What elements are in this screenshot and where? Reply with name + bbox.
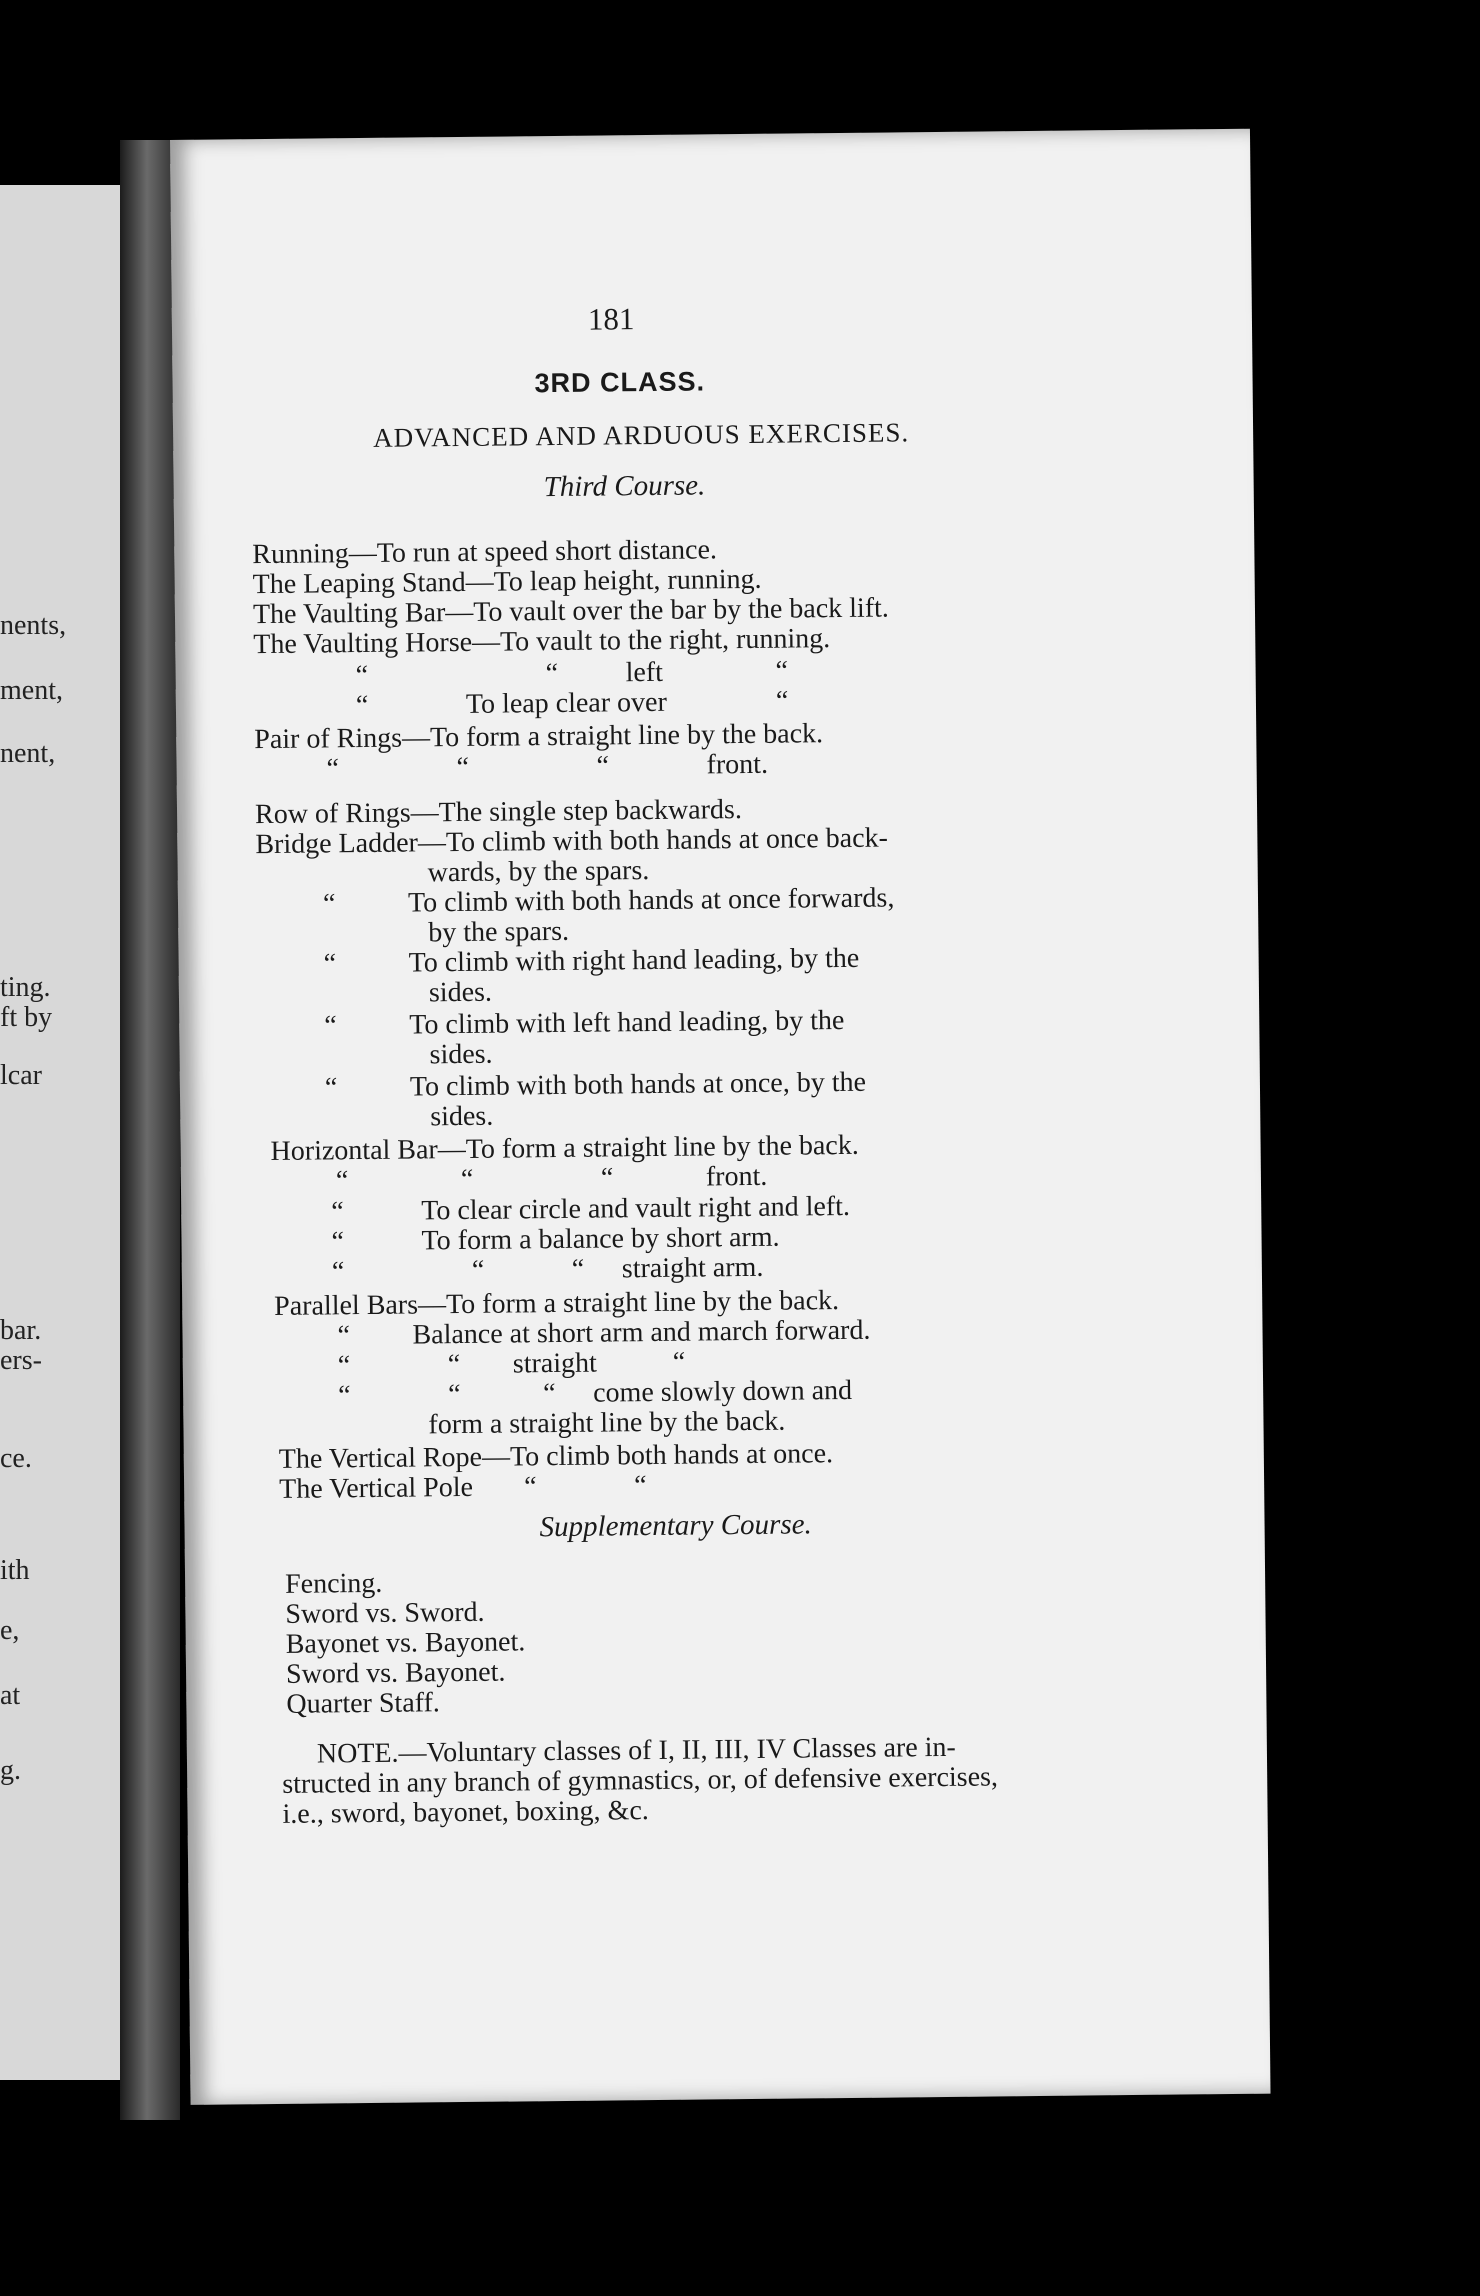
ditto-mark: “ <box>324 1010 337 1042</box>
fragment: ce. <box>0 1443 32 1474</box>
fragment: nents, <box>0 610 67 641</box>
exercise-line: The Vaulting Horse—To vault to the right, running. <box>253 623 831 661</box>
ditto-mark: “ <box>331 1226 345 1258</box>
section-heading: ADVANCED AND ARDUOUS EXERCISES. <box>372 417 910 453</box>
exercise-line: Parallel Bars—To form a straight line by the back. <box>274 1285 840 1322</box>
ditto-mark: “ <box>331 1256 345 1288</box>
fragment: at <box>0 1680 21 1711</box>
exercise-line: To form a balance by short arm. <box>421 1221 780 1257</box>
ditto-mark: “ <box>523 1471 537 1503</box>
exercise-line: To clear circle and vault right and left. <box>421 1190 851 1227</box>
ditto-mark: “ <box>331 1196 344 1228</box>
exercise-fragment: straight arm. <box>621 1251 764 1285</box>
ditto-mark: “ <box>322 888 336 920</box>
exercise-line: Pair of Rings—To form a straight line by the back. <box>254 718 824 756</box>
fragment: lcar <box>0 1060 42 1091</box>
exercise-fragment: straight <box>512 1347 597 1380</box>
exercise-line: Balance at short arm and march forward. <box>412 1314 871 1351</box>
ditto-mark: “ <box>447 1349 461 1381</box>
ditto-mark: “ <box>633 1470 647 1502</box>
ditto-mark: “ <box>596 750 610 782</box>
fragment: ment, <box>0 675 63 706</box>
note-line: NOTE.—Voluntary classes of I, II, III, IV Classes are in- <box>316 1731 956 1770</box>
exercise-line: Running—To run at speed short distance. <box>252 534 718 571</box>
page-number: 181 <box>587 301 635 337</box>
exercise-line: To climb with both hands at once, by the <box>409 1066 867 1103</box>
fragment: g. <box>0 1755 21 1786</box>
fragment: ft by <box>0 1002 53 1033</box>
class-heading: 3RD CLASS. <box>534 366 706 399</box>
ditto-mark: “ <box>337 1380 351 1412</box>
exercise-fragment: front. <box>705 1160 768 1193</box>
supplementary-course-heading: Supplementary Course. <box>539 1508 812 1544</box>
ditto-mark: “ <box>337 1350 351 1382</box>
fragment: ers- <box>0 1345 42 1376</box>
exercise-line: form a straight line by the back. <box>428 1405 786 1441</box>
exercise-line: by the spars. <box>428 915 570 949</box>
ditto-mark: “ <box>775 685 789 717</box>
ditto-mark: “ <box>775 655 789 687</box>
supplementary-item: Quarter Staff. <box>286 1687 440 1720</box>
exercise-line: sides. <box>430 1100 494 1133</box>
supplementary-item: Sword vs. Sword. <box>285 1596 485 1630</box>
ditto-mark: “ <box>471 1254 485 1286</box>
book-gutter <box>120 140 180 2120</box>
supplementary-item: Sword vs. Bayonet. <box>285 1656 506 1690</box>
exercise-line: The Vaulting Bar—To vault over the bar by the back lift. <box>252 592 890 631</box>
supplementary-item: Bayonet vs. Bayonet. <box>285 1626 526 1660</box>
exercise-line: Bridge Ladder—To climb with both hands at once back- <box>255 822 889 861</box>
fragment: bar. <box>0 1315 42 1346</box>
ditto-mark: “ <box>545 657 559 690</box>
exercise-line: sides. <box>429 1038 493 1071</box>
exercise-fragment: come slowly down and <box>592 1374 853 1409</box>
exercise-line: Horizontal Bar—To form a straight line by the back. <box>270 1129 859 1168</box>
exercise-line: To climb with both hands at once forwards, <box>407 882 895 919</box>
exercise-line: To climb with right hand leading, by the <box>408 942 860 979</box>
ditto-mark: “ <box>335 1165 349 1197</box>
exercise-fragment: left <box>625 656 664 689</box>
ditto-mark: “ <box>542 1378 556 1410</box>
exercise-line: The Leaping Stand—To leap height, running. <box>252 563 762 601</box>
ditto-mark: “ <box>447 1379 461 1411</box>
ditto-mark: “ <box>337 1320 351 1352</box>
exercise-line: wards, by the spars. <box>427 855 650 889</box>
ditto-mark: “ <box>456 751 470 784</box>
exercise-fragment: To leap clear over <box>465 686 667 720</box>
ditto-mark: “ <box>323 948 337 980</box>
ditto-mark: “ <box>355 659 369 692</box>
supplementary-item: Fencing. <box>284 1567 383 1600</box>
ditto-mark: “ <box>324 1072 338 1104</box>
ditto-mark: “ <box>600 1162 614 1194</box>
note-line: structed in any branch of gymnastics, or, of defensive exercises, <box>282 1761 999 1800</box>
exercise-line: sides. <box>428 976 493 1009</box>
exercise-line: The Vertical Rope—To climb both hands at once. <box>278 1438 834 1475</box>
third-course-heading: Third Course. <box>543 469 706 504</box>
fragment: ting. <box>0 972 51 1003</box>
exercise-fragment: front. <box>706 748 769 781</box>
exercise-line: The Vertical Pole <box>278 1471 474 1505</box>
ditto-mark: “ <box>355 689 369 722</box>
right-page <box>170 129 1271 2105</box>
exercise-line: To climb with left hand leading, by the <box>409 1004 845 1041</box>
fragment: nent, <box>0 738 56 769</box>
ditto-mark: “ <box>460 1163 474 1196</box>
fragment: ith <box>0 1555 30 1586</box>
ditto-mark: “ <box>672 1346 686 1378</box>
ditto-mark: “ <box>326 753 340 785</box>
ditto-mark: “ <box>571 1253 585 1285</box>
exercise-line: Row of Rings—The single step backwards. <box>254 794 743 831</box>
fragment: e, <box>0 1615 20 1646</box>
note-line: i.e., sword, bayonet, boxing, &c. <box>282 1795 649 1830</box>
